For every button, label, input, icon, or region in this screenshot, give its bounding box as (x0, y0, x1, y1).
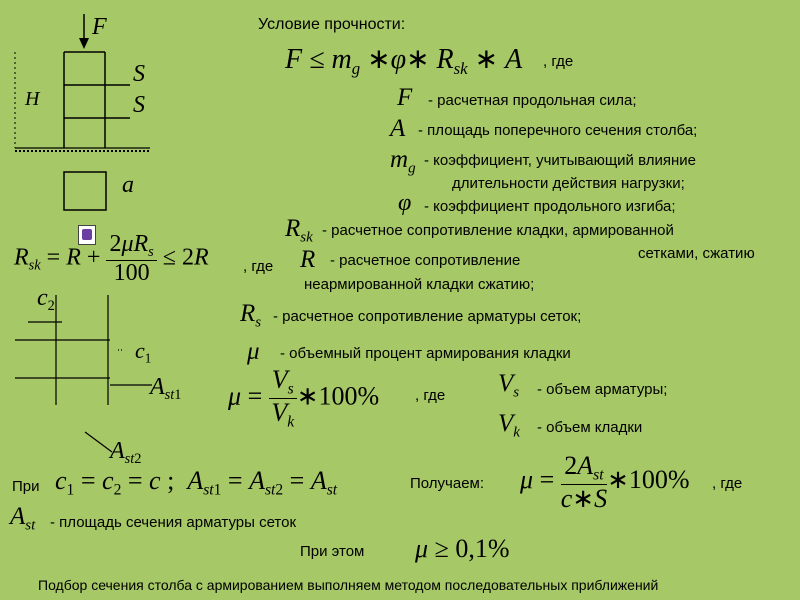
formula-mu-min: μ ≥ 0,1% (415, 534, 510, 563)
symbol-mg: $m_g$ (390, 146, 416, 177)
def-mg-2: длительности действия нагрузки; (452, 175, 685, 192)
label-c1: $c_1$ (135, 338, 152, 366)
pri-label: При (12, 478, 40, 495)
symbol-Ast: $A_{st}$ (10, 503, 36, 534)
symbol-phi: φ (398, 190, 412, 216)
label-H: H (25, 88, 40, 110)
where-label-3: , где (415, 387, 446, 404)
def-Vs: - объем арматуры; (537, 381, 668, 398)
mesh-plan (15, 295, 152, 452)
def-Ast: - площадь сечения арматуры сеток (50, 514, 297, 531)
poluchaem-label: Получаем: (410, 475, 485, 492)
def-R-1: - расчетное сопротивление (330, 252, 521, 269)
where-label-4: , где (712, 475, 743, 492)
label-S2: S (133, 92, 145, 118)
formula-Rsk: $R_{sk} = R$ + $\frac{2\mu R_s}{100}$ ≤ 2R (14, 231, 209, 287)
footer-note: Подбор сечения столба с армированием выполняем методом последовательных приближений (38, 577, 659, 593)
label-Ast2: $A_{st2}$ (110, 438, 142, 468)
pri-etom-label: При этом (300, 543, 365, 560)
condition-equal-spacing: $c_1 = c_2 = c$ ; $A_{st1} = A_{st2} = A_{st}$ (55, 466, 338, 499)
def-Rs: - расчетное сопротивление арматуры сеток; (273, 308, 582, 325)
label-S1: S (133, 61, 145, 87)
symbol-Vk: $V_k$ (498, 410, 520, 441)
symbol-mu: μ (247, 338, 260, 365)
def-phi: - коэффициент продольного изгиба; (424, 198, 676, 215)
label-a: a (122, 172, 134, 198)
symbol-Vs: $V_s$ (498, 370, 520, 401)
symbol-Rsk: $R_{sk}$ (285, 215, 313, 246)
symbol-F: F (397, 84, 413, 111)
column-section (64, 172, 106, 210)
def-Rsk-2: сетками, сжатию (638, 245, 755, 262)
symbol-R: R (300, 246, 316, 273)
def-Rsk-1: - расчетное сопротивление кладки, армированной (322, 222, 674, 239)
formula-mu-result: μ = $\frac{2A_{st}}{c∗S}$ ∗100% (520, 451, 690, 513)
label-Ast1: $A_{st1}$ (150, 374, 182, 404)
column-elevation (15, 14, 150, 151)
symbol-A: A (390, 115, 406, 142)
label-c2: $c_2$ (37, 285, 55, 315)
def-F: - расчетная продольная сила; (428, 92, 637, 109)
label-F: F (92, 14, 107, 40)
page-heading: Условие прочности: (258, 16, 406, 33)
def-A: - площадь поперечного сечения столба; (418, 122, 698, 139)
formula-mu: μ = $\frac{V_s}{V_k}$ ∗100% (228, 365, 380, 431)
def-R-2: неармированной кладки сжатию; (304, 276, 535, 293)
where-label-2: , где (243, 258, 274, 275)
def-mu: - объемный процент армирования кладки (280, 345, 571, 362)
symbol-Rs: $R_s$ (240, 300, 262, 331)
formula-strength: $F \le m_g$ ∗φ∗ $R_{sk}$ ∗ A (285, 44, 523, 78)
def-mg-1: - коэффициент, учитывающий влияние (424, 152, 696, 169)
where-label-1: , где (543, 53, 574, 70)
def-Vk: - объем кладки (537, 419, 643, 436)
